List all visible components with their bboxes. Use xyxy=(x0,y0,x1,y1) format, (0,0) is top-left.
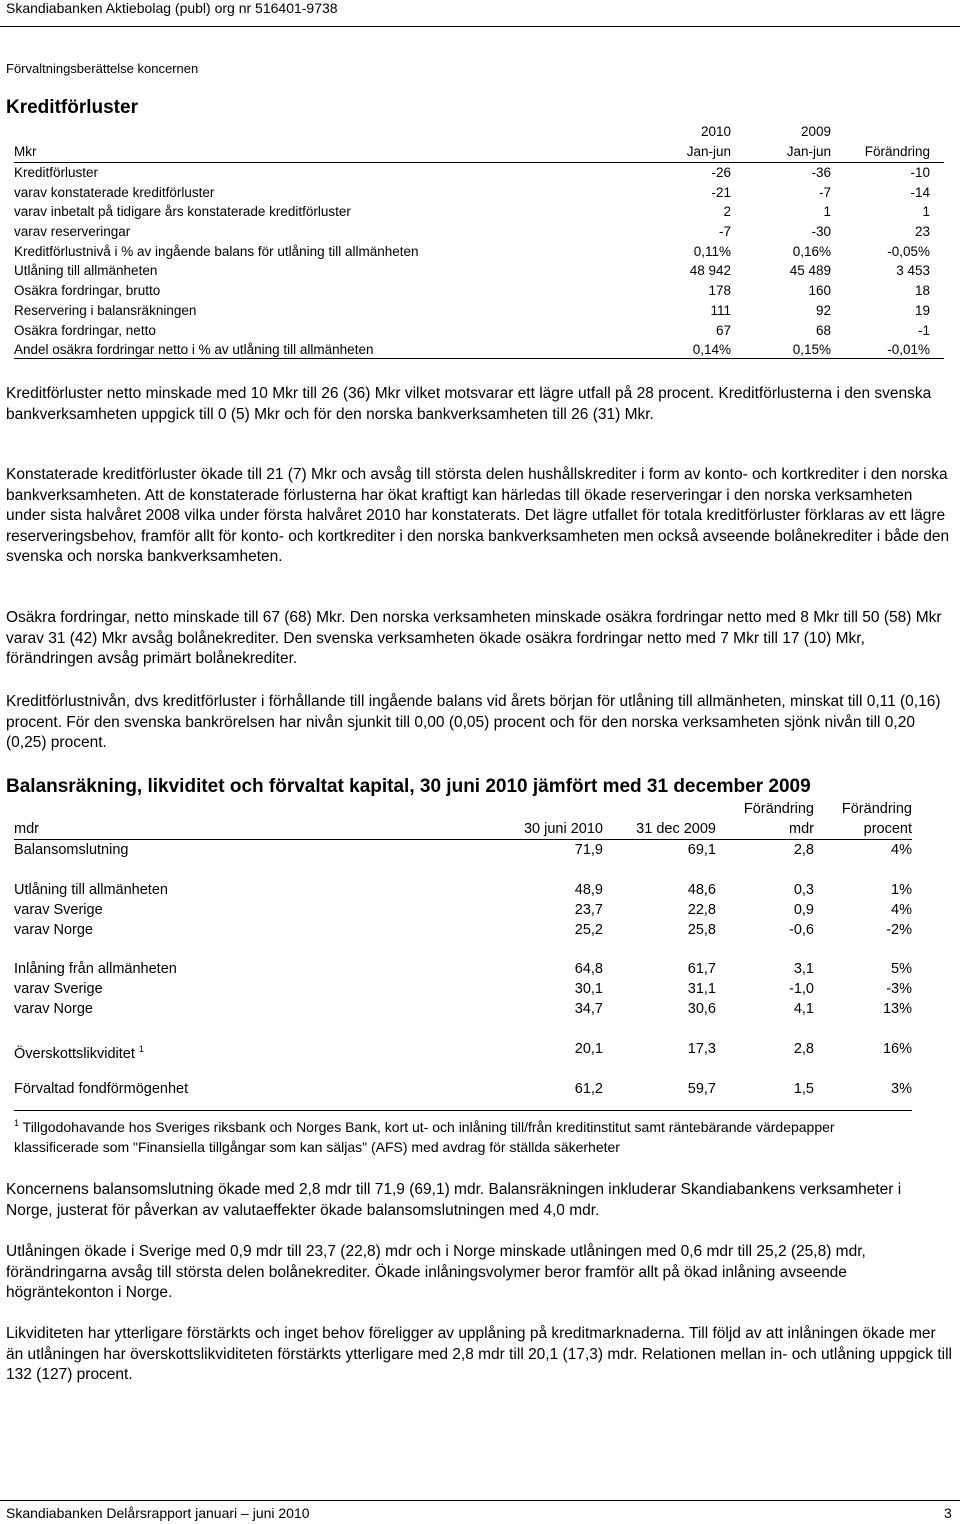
row-label-text: Utlåning till allmänheten xyxy=(14,881,168,898)
balance-header-row-1 xyxy=(14,799,912,819)
credit-losses-title: Kreditförluster xyxy=(6,97,138,118)
cell-jun-2010: 23,7 xyxy=(574,901,603,918)
row-label xyxy=(14,880,168,900)
cell-change: 3 453 xyxy=(896,263,930,279)
row-label-text: varav Sverige xyxy=(14,981,103,998)
paragraph-5: Koncernens balansomslutning ökade med 2,8 mdr till 71,9 (69,1) mdr. Balansräkningen inkluderar Skandiabankens verksamheter i Norge, justerat för påverkan av valutaeffekter ökade balansomslutningen med 4,0 mdr. xyxy=(6,1181,902,1219)
row-label xyxy=(14,979,103,999)
cell-2009: -30 xyxy=(811,224,831,240)
cell-dec-2009: 22,8 xyxy=(687,901,716,918)
row-label-text: Inlåning från allmänheten xyxy=(14,961,177,978)
unit-label-mdr: mdr xyxy=(14,821,39,837)
cell-2010: -26 xyxy=(711,165,731,180)
table-bottom-rule xyxy=(14,358,944,359)
table-row xyxy=(14,959,912,979)
footer-divider xyxy=(0,1500,960,1501)
cell-change-pct: -2% xyxy=(886,921,912,938)
table-row xyxy=(14,840,912,860)
cell-2010: 67 xyxy=(715,322,731,338)
cell-dec-2009: 31,1 xyxy=(687,981,716,998)
row-label: varav konstaterade kreditförluster xyxy=(14,184,215,200)
table-row xyxy=(14,183,944,203)
row-label: varav reserveringar xyxy=(14,224,131,240)
cell-2010: 111 xyxy=(710,302,731,318)
footnote-mark: 1 xyxy=(14,1118,20,1128)
cell-jun-2010: 20,1 xyxy=(574,1041,603,1058)
footnote xyxy=(14,1114,914,1157)
footnote-divider xyxy=(14,1110,912,1111)
row-spacer xyxy=(14,860,912,880)
unit-label: Mkr xyxy=(14,144,37,159)
cell-jun-2010: 25,2 xyxy=(574,921,603,938)
row-spacer xyxy=(14,1019,912,1039)
cell-2010: 0,11% xyxy=(693,243,731,259)
table-row xyxy=(14,1079,912,1099)
row-label: varav inbetalt på tidigare års konstaterade kreditförluster xyxy=(14,204,351,220)
cell-2009: 92 xyxy=(815,302,831,318)
cell-change: -1 xyxy=(917,322,930,338)
row-label-text: varav Norge xyxy=(14,921,93,938)
cell-change: 1 xyxy=(922,204,930,220)
table-row xyxy=(14,202,944,222)
col-change-mdr-head: Förändring xyxy=(743,801,814,817)
cell-change-mdr: 1,5 xyxy=(793,1080,814,1097)
cell-change-pct: 5% xyxy=(891,961,912,978)
paragraph-6: Utlåningen ökade i Sverige med 0,9 mdr till 23,7 (22,8) mdr och i Norge minskade utlåningen med 0,6 mdr till 25,2 (25,8) mdr, förändringarna avsåg till största delen bolånekrediter. Ökade inlåningsvolymer beror framför allt på ökad inlåning avseende högräntekonton i Norge. xyxy=(6,1243,866,1301)
col-year-2010: 2010 xyxy=(700,124,731,139)
table-row xyxy=(14,163,944,183)
row-label xyxy=(14,1039,144,1064)
cell-2010: -21 xyxy=(711,184,731,200)
cell-2010: 48 942 xyxy=(689,263,731,279)
header-divider xyxy=(0,26,960,27)
table-row xyxy=(14,999,912,1019)
footnote-text: Tillgodohavande hos Sveriges riksbank och Norges Bank, kort ut- och inlåning till/från kreditinstitut samt räntebärande värdepapper klassificerade som "Finansiella tillgångar som kan säljas" (AFS) med avdrag för ställda säkerheter xyxy=(14,1119,835,1155)
cell-change: 23 xyxy=(914,224,930,240)
table-header-period-row xyxy=(14,142,944,163)
cell-change-pct: 4% xyxy=(891,842,912,858)
cell-change-mdr: 0,9 xyxy=(793,901,814,918)
cell-change: -14 xyxy=(910,184,930,200)
cell-2009: 68 xyxy=(815,322,831,338)
balance-title: Balansräkning, likviditet och förvaltat kapital, 30 juni 2010 jämfört med 31 december 2009 xyxy=(6,776,811,797)
row-label: Osäkra fordringar, netto xyxy=(14,322,156,338)
table-row xyxy=(14,242,944,262)
row-label: Utlåning till allmänheten xyxy=(14,263,158,279)
col-period-2010: Jan-jun xyxy=(686,144,731,159)
paragraph-3: Osäkra fordringar, netto minskade till 67 (68) Mkr. Den norska verksamheten minskade osäkra fordringar netto med 8 Mkr till 50 (58) Mkr varav 31 (42) Mkr avsåg bolånekrediter. Den svenska verksamheten ökade osäkra fordringar netto med 7 Mkr till 17 (10) Mkr, förändringen avsåg primärt bolånekrediter. xyxy=(6,609,942,667)
row-label xyxy=(14,900,103,920)
cell-change-mdr: -1,0 xyxy=(789,981,814,998)
cell-jun-2010: 64,8 xyxy=(574,961,603,978)
credit-losses-body xyxy=(14,163,944,360)
col-jun-2010: 30 juni 2010 xyxy=(523,821,603,837)
company-header: Skandiabanken Aktiebolag (publ) org nr 516401-9738 xyxy=(6,0,338,16)
cell-2009: 45 489 xyxy=(789,263,831,279)
cell-2010: -7 xyxy=(718,224,731,240)
cell-dec-2009: 69,1 xyxy=(687,842,716,858)
cell-dec-2009: 25,8 xyxy=(687,921,716,938)
table-row xyxy=(14,261,944,281)
table-row xyxy=(14,900,912,920)
cell-dec-2009: 30,6 xyxy=(687,1001,716,1018)
cell-change: 18 xyxy=(914,283,930,299)
row-label-text: Balansomslutning xyxy=(14,842,129,858)
table-row xyxy=(14,1039,912,1063)
cell-change: 19 xyxy=(914,302,930,318)
cell-change-mdr: 0,3 xyxy=(793,881,814,898)
cell-change-pct: 16% xyxy=(882,1041,912,1058)
table-row xyxy=(14,281,944,301)
cell-change-mdr: 4,1 xyxy=(793,1001,814,1018)
row-label: Osäkra fordringar, brutto xyxy=(14,283,161,299)
cell-2009: 1 xyxy=(823,204,831,220)
table-row xyxy=(14,880,912,900)
paragraph-7: Likviditeten har ytterligare förstärkts och inget behov föreligger av upplåning på kreditmarknaderna. Till följd av att inlåningen ökade mer än utlåningen har överskottslikviditeten förstärkts ytterligare med 2,8 mdr till 20,1 (17,3) mdr. Relationen mellan in- och utlåning uppgick till 132 (127) procent. xyxy=(6,1325,952,1383)
cell-jun-2010: 30,1 xyxy=(574,981,603,998)
row-label: Andel osäkra fordringar netto i % av utlåning till allmänheten xyxy=(14,342,374,358)
table-row xyxy=(14,979,912,999)
cell-dec-2009: 17,3 xyxy=(687,1041,716,1058)
cell-change-pct: 4% xyxy=(891,901,912,918)
col-dec-2009: 31 dec 2009 xyxy=(636,821,716,837)
cell-change: -0,01% xyxy=(887,342,930,358)
row-label-text: Förvaltad fondförmögenhet xyxy=(14,1080,189,1097)
balance-body xyxy=(14,840,912,1099)
table-row xyxy=(14,340,944,360)
row-label: Reservering i balansräkningen xyxy=(14,302,197,318)
col-period-2009: Jan-jun xyxy=(786,144,831,159)
cell-change-pct: 1% xyxy=(891,881,912,898)
balance-header-row-2 xyxy=(14,819,912,840)
cell-change: -0,05% xyxy=(887,243,930,259)
col-change-mdr: mdr xyxy=(789,821,814,837)
cell-2010: 0,14% xyxy=(692,342,731,358)
section-label: Förvaltningsberättelse koncernen xyxy=(6,61,199,76)
row-label-text: varav Sverige xyxy=(14,901,103,918)
cell-change-mdr: 3,1 xyxy=(793,961,814,978)
credit-losses-table xyxy=(14,122,944,360)
balance-table xyxy=(14,799,912,1099)
cell-jun-2010: 61,2 xyxy=(574,1080,603,1097)
row-spacer xyxy=(14,1059,912,1079)
col-year-2009: 2009 xyxy=(800,124,831,139)
cell-2009: 0,15% xyxy=(792,342,831,358)
table-row xyxy=(14,301,944,321)
col-change: Förändring xyxy=(864,144,930,159)
cell-jun-2010: 48,9 xyxy=(574,881,603,898)
footer-report-name: Skandiabanken Delårsrapport januari – juni 2010 xyxy=(6,1505,310,1521)
cell-change-mdr: 2,8 xyxy=(793,1041,814,1058)
cell-2009: -36 xyxy=(811,165,831,180)
table-header-year-row xyxy=(14,122,944,142)
cell-2009: 160 xyxy=(808,283,831,299)
col-change-pct: procent xyxy=(863,821,912,837)
row-spacer xyxy=(14,940,912,960)
row-label: Kreditförlustnivå i % av ingående balans för utlåning till allmänheten xyxy=(14,243,419,259)
table-row xyxy=(14,222,944,242)
col-change-pct-head: Förändring xyxy=(841,801,912,817)
paragraph-2: Konstaterade kreditförluster ökade till 21 (7) Mkr och avsåg till största delen hushållskrediter i form av konto- och kortkrediter i den norska bankverksamheten. Att de konstaterade förlusterna har ökat kraftigt kan härledas till ökade reserveringar i den norska verksamheten under sista halvåret 2008 vilka under första halvåret 2010 har konstaterats. Det lägre utfallet för totala kreditförluster förklaras av ett lägre reserveringsbehov, framför allt för konto- och kortkrediter i den norska bankverksamheten men också avseende bolånekrediter i både den svenska och norska bankverksamheten. xyxy=(6,466,950,565)
cell-change-mdr: 2,8 xyxy=(793,842,814,858)
cell-2010: 178 xyxy=(708,283,731,299)
table-row xyxy=(14,321,944,341)
row-label xyxy=(14,920,93,940)
cell-change-pct: -3% xyxy=(886,981,912,998)
paragraph-4: Kreditförlustnivån, dvs kreditförluster i förhållande till ingående balans vid årets början för utlåning till allmänheten, minskat till 0,11 (0,16) procent. För den svenska bankrörelsen har nivån sjunkit till 0,00 (0,05) procent och för den norska verksamheten sjönk nivån till 0,20 (0,25) procent. xyxy=(6,693,941,751)
cell-dec-2009: 48,6 xyxy=(687,881,716,898)
cell-dec-2009: 59,7 xyxy=(687,1080,716,1097)
cell-change: -10 xyxy=(910,165,930,180)
cell-jun-2010: 34,7 xyxy=(574,1001,603,1018)
cell-dec-2009: 61,7 xyxy=(687,961,716,978)
row-label-text: varav Norge xyxy=(14,1001,93,1018)
row-label xyxy=(14,999,93,1019)
cell-2010: 2 xyxy=(723,204,731,220)
footnote-ref: 1 xyxy=(138,1044,144,1055)
row-label xyxy=(14,959,177,979)
row-label: Kreditförluster xyxy=(14,165,99,180)
paragraph-1: Kreditförluster netto minskade med 10 Mkr till 26 (36) Mkr vilket motsvarar ett lägre utfall på 28 procent. Kreditförlusterna i den svenska bankverksamheten uppgick till 0 (5) Mkr och för den norska bankverksamheten till 26 (31) Mkr. xyxy=(6,385,932,423)
cell-change-mdr: -0,6 xyxy=(789,921,814,938)
page-number: 3 xyxy=(944,1505,952,1521)
cell-2009: -7 xyxy=(818,184,831,200)
table-row xyxy=(14,920,912,940)
row-label xyxy=(14,1079,188,1099)
cell-change-pct: 13% xyxy=(882,1001,912,1018)
cell-2009: 0,16% xyxy=(792,243,831,259)
row-label xyxy=(14,840,128,860)
cell-jun-2010: 71,9 xyxy=(574,842,603,858)
row-label-text: Överskottslikviditet xyxy=(14,1046,135,1063)
cell-change-pct: 3% xyxy=(891,1080,912,1097)
